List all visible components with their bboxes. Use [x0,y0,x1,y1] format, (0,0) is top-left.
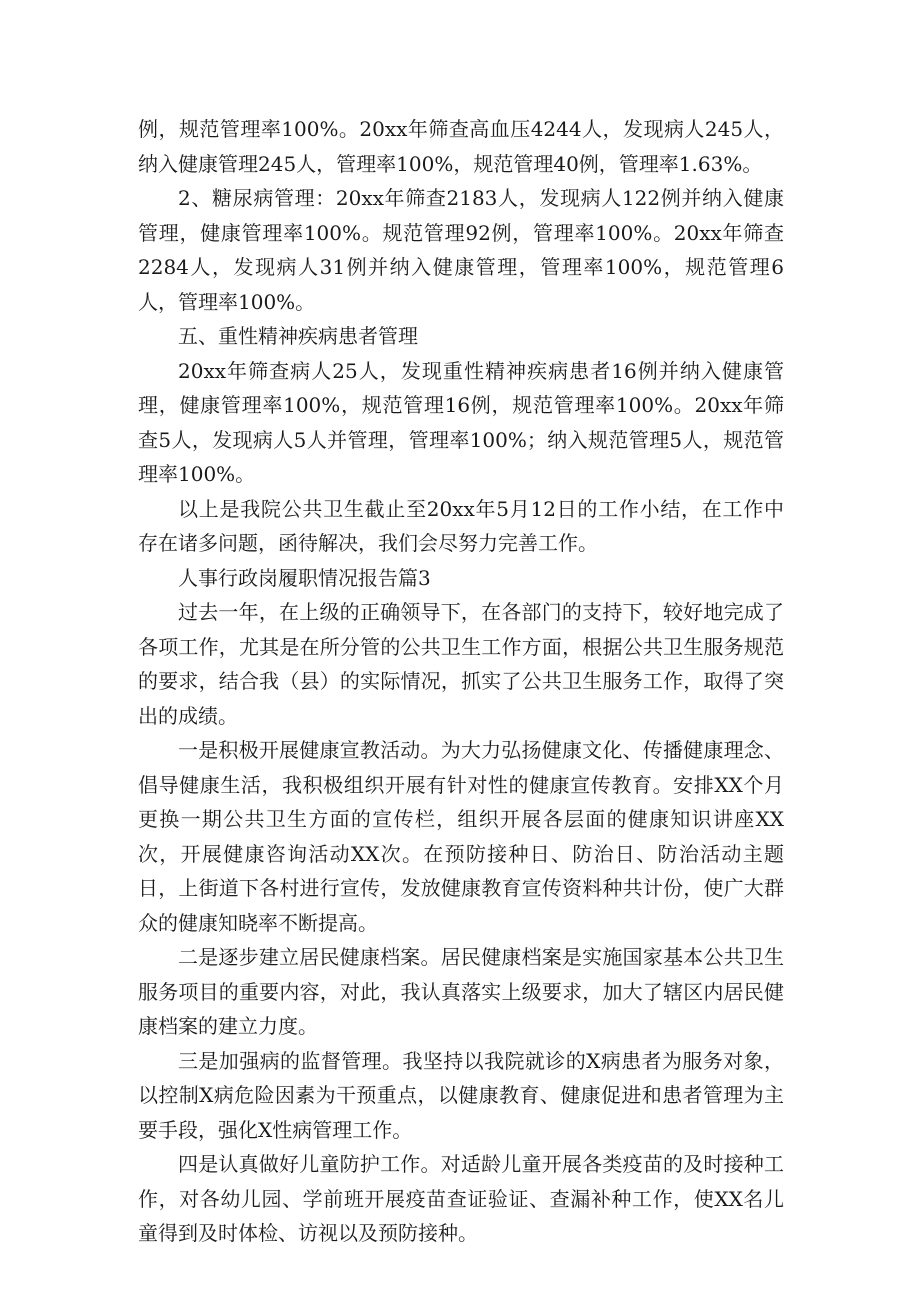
document-body [138,112,784,1251]
paragraph-8: 一是积极开展健康宣教活动。为大力弘扬健康文化、传播健康理念、倡导健康生活，我积极组织开展有针对性的健康宣传教育。安排XX个月更换一期公共卫生方面的宣传栏，组织开展各层面的健康知识讲座XX次，开展健康咨询活动XX次。在预防接种日、防治日、防治活动主题日，上街道下各村进行宣传，发放健康教育宣传资料种共计份，使广大群众的健康知晓率不断提高。 [138,738,784,935]
section-heading-mental-illness: 五、重性精神疾病患者管理 [178,324,418,348]
paragraph-5: 以上是我院公共卫生截止至20xx年5月12日的工作小结，在工作中存在诸多问题，函待解决，我们会尽努力完善工作。 [138,496,784,555]
paragraph-9: 二是逐步建立居民健康档案。居民健康档案是实施国家基本公共卫生服务项目的重要内容，对此，我认真落实上级要求，加大了辖区内居民健康档案的建立力度。 [138,945,784,1038]
paragraph-7: 过去一年，在上级的正确领导下，在各部门的支持下，较好地完成了各项工作，尤其是在所分管的公共卫生工作方面，根据公共卫生服务规范的要求，结合我（县）的实际情况，抓实了公共卫生服务工作，取得了突出的成绩。 [138,600,784,728]
paragraph-1: 例，规范管理率100%。20xx年筛查高血压4244人，发现病人245人，纳入健康管理245人，管理率100%，规范管理40例，管理率1.63%。 [138,117,784,176]
paragraph-10: 三是加强病的监督管理。我坚持以我院就诊的X病患者为服务对象，以控制X病危险因素为干预重点，以健康教育、健康促进和患者管理为主要手段，强化X性病管理工作。 [138,1048,784,1142]
paragraph-4: 20xx年筛查病人25人，发现重性精神疾病患者16例并纳入健康管理，健康管理率100%，规范管理16例，规范管理率100%。20xx年筛查5人，发现病人5人并管理，管理率100%；纳入规范管理5人，规范管理率100%。 [138,358,784,486]
paragraph-2: 2、糖尿病管理：20xx年筛查2183人，发现病人122例并纳入健康管理，健康管理率100%。规范管理92例，管理率100%。20xx年筛查2284人，发现病人31例并纳入健康管理，管理率100%，规范管理6人，管理率100%。 [138,186,784,314]
paragraph-11: 四是认真做好儿童防护工作。对适龄儿童开展各类疫苗的及时接种工作，对各幼儿园、学前班开展疫苗查证验证、查漏补种工作，使XX名儿童得到及时体检、访视以及预防接种。 [138,1152,784,1245]
report-title-part-3: 人事行政岗履职情况报告篇3 [178,565,431,590]
